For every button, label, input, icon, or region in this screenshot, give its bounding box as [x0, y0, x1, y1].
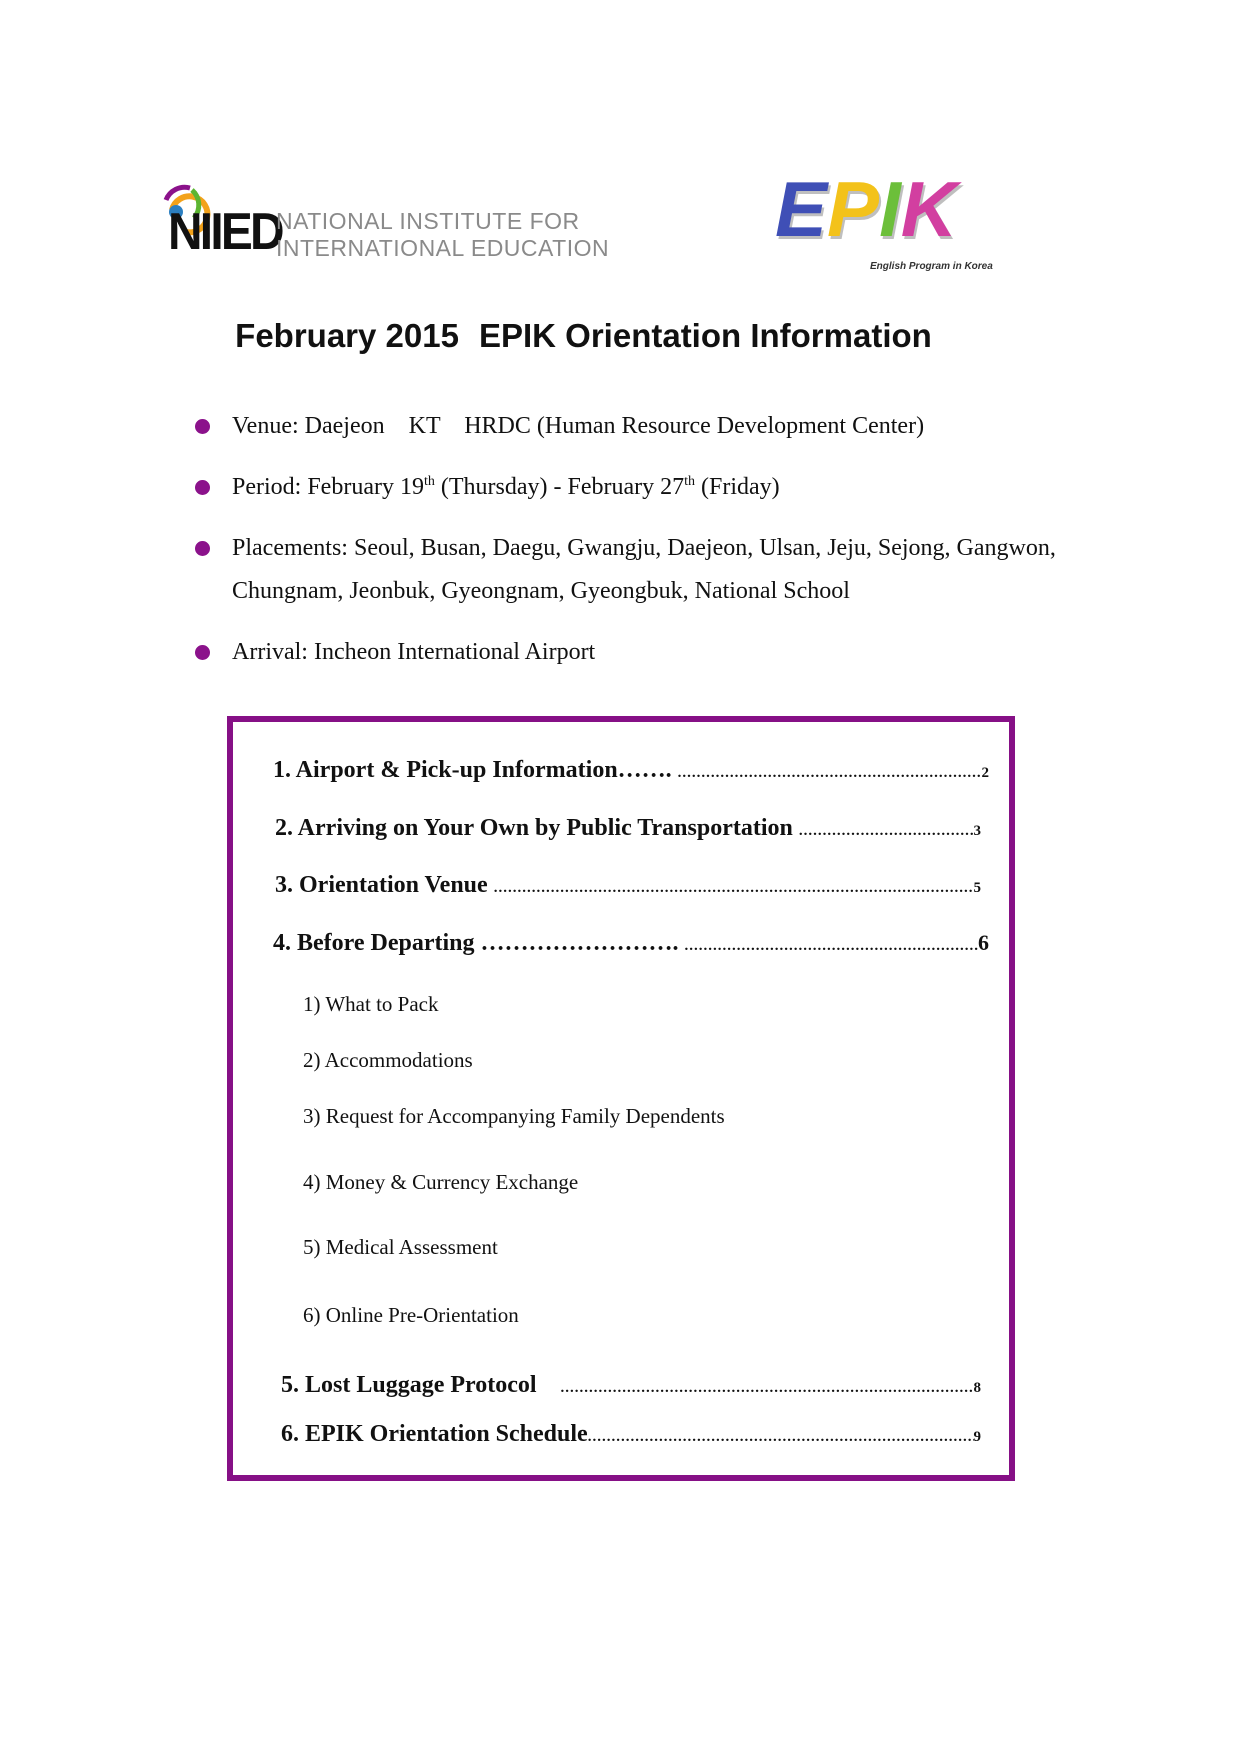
niied-logo	[150, 170, 610, 270]
bullet-icon	[195, 480, 210, 495]
toc-subitem[interactable]: 6) Online Pre-Orientation	[303, 1303, 519, 1327]
epik-wordmark: EPIK	[775, 165, 958, 253]
info-arrival: Arrival: Incheon International Airport	[195, 631, 1056, 674]
epik-logo	[775, 165, 1015, 280]
toc-subitem[interactable]: 5) Medical Assessment	[303, 1235, 498, 1259]
title-main: EPIK Orientation Information	[478, 317, 932, 354]
toc-item-4[interactable]: 4. Before Departing ……………………. ..... 6	[273, 930, 989, 957]
niied-full-name	[276, 208, 609, 262]
toc-item-2[interactable]: 2. Arriving on Your Own by Public Transportation ..... 3	[275, 815, 981, 842]
toc-subitem[interactable]: 2) Accommodations	[303, 1048, 473, 1072]
info-list	[195, 405, 1056, 674]
epik-subtitle: English Program in Korea	[870, 261, 993, 272]
placements-line2: Chungnam, Jeonbuk, Gyeongnam, Gyeongbuk, National School	[232, 578, 850, 604]
niied-wordmark: NIIED	[168, 203, 282, 261]
placements-line1: Placements: Seoul, Busan, Daegu, Gwangju, Daejeon, Ulsan, Jeju, Sejong, Gangwon,	[232, 535, 1056, 561]
toc-subitem[interactable]: 4) Money & Currency Exchange	[303, 1170, 579, 1194]
toc-item-1[interactable]: 1. Airport & Pick-up Information……. ..... 2	[273, 757, 989, 784]
niied-name-line1: NATIONAL INSTITUTE FOR	[276, 208, 580, 234]
toc-item-6[interactable]: 6. EPIK Orientation Schedule ..... 9	[281, 1421, 981, 1448]
info-placements	[195, 527, 1056, 613]
bullet-icon	[195, 645, 210, 660]
page-title	[0, 317, 1204, 355]
bullet-icon	[195, 419, 210, 434]
table-of-contents	[227, 716, 1015, 1481]
toc-subitem[interactable]: 3) Request for Accompanying Family Dependents	[303, 1104, 725, 1128]
info-period: Period: February 19th (Thursday) - February 27th (Friday)	[195, 466, 1056, 509]
toc-subitem[interactable]: 1) What to Pack	[303, 992, 439, 1016]
title-date: February 2015	[235, 317, 459, 354]
toc-item-5[interactable]: 5. Lost Luggage Protocol ..... 8	[281, 1372, 981, 1399]
info-venue: Venue: Daejeon KT HRDC (Human Resource Development Center)	[195, 405, 1056, 448]
toc-item-3[interactable]: 3. Orientation Venue ..... 5	[275, 872, 981, 899]
niied-name-line2: INTERNATIONAL EDUCATION	[276, 235, 610, 261]
bullet-icon	[195, 541, 210, 556]
